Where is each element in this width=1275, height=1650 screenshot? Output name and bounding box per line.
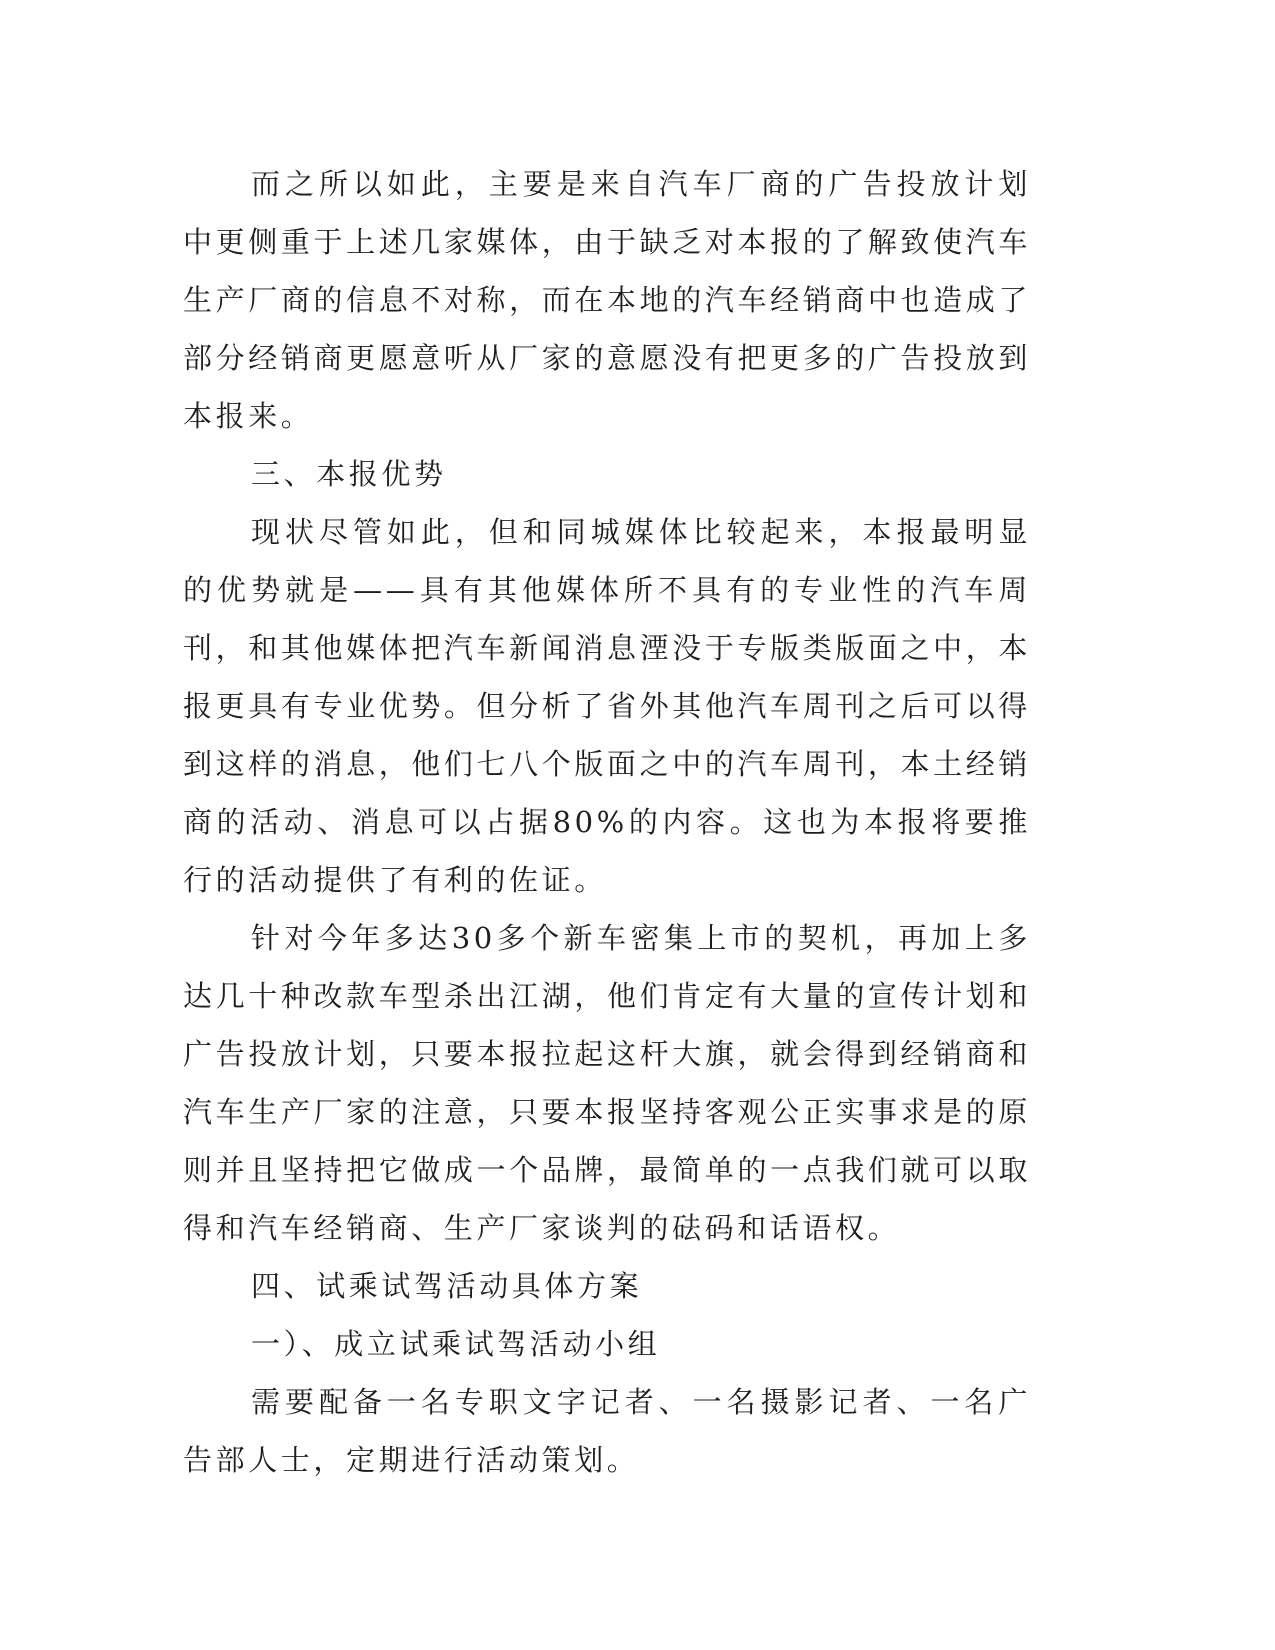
subsection-heading-team: 一）、成立试乘试驾活动小组	[251, 1327, 661, 1361]
section-heading-advantages: 三、本报优势	[251, 457, 447, 491]
paragraph-advantages: 现状尽管如此，但和同城媒体比较起来，本报最明显的优势就是——具有其他媒体所不具有的专业性的汽车周刊，和其他媒体把汽车新闻消息湮没于专版类版面之中，本报更具有专业优势。但分析了省外其他汽车周刊之后可以得到这样的消息，他们七八个版面之中的汽车周刊，本土经销商的活动、消息可以占据80%的内容。这也为本报将要推行的活动提供了有利的佐证。	[183, 515, 1031, 897]
paragraph-team: 需要配备一名专职文字记者、一名摄影记者、一名广告部人士，定期进行活动策划。	[183, 1385, 1031, 1477]
paragraph-reason: 而之所以如此，主要是来自汽车厂商的广告投放计划中更侧重于上述几家媒体，由于缺乏对本报的了解致使汽车生产厂商的信息不对称，而在本地的汽车经销商中也造成了部分经销商更愿意听从厂家的意愿没有把更多的广告投放到本报来。	[183, 167, 1031, 433]
section-heading-plan: 四、试乘试驾活动具体方案	[251, 1269, 643, 1303]
document-body	[183, 155, 1031, 1489]
paragraph-opportunity: 针对今年多达30多个新车密集上市的契机，再加上多达几十种改款车型杀出江湖，他们肯定有大量的宣传计划和广告投放计划，只要本报拉起这杆大旗，就会得到经销商和汽车生产厂家的注意，只要本报坚持客观公正实事求是的原则并且坚持把它做成一个品牌，最简单的一点我们就可以取得和汽车经销商、生产厂家谈判的砝码和话语权。	[183, 921, 1031, 1245]
